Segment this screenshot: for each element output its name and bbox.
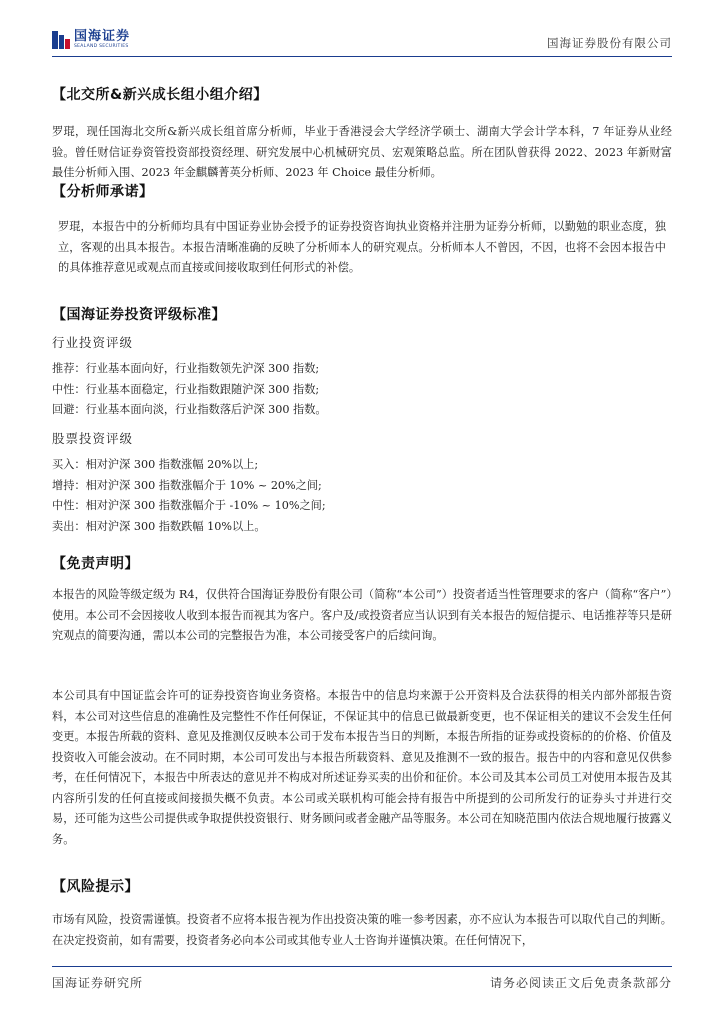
disclaimer-section-title: 【免责声明】	[52, 556, 139, 572]
promise-section-title: 【分析师承诺】	[52, 184, 154, 200]
logo-en-text: SEALAND SECURITIES	[74, 44, 129, 49]
industry-rating-row: 推荐：行业基本面向好，行业指数领先沪深 300 指数;	[52, 362, 320, 375]
industry-rating-row: 中性：行业基本面稳定，行业指数跟随沪深 300 指数;	[52, 382, 320, 396]
stock-rating-row: 卖出：相对沪深 300 指数跌幅 10%以上。	[52, 519, 266, 533]
page-header	[52, 30, 672, 56]
logo-icon	[52, 31, 70, 49]
stock-rating-title: 股票投资评级	[52, 431, 134, 446]
industry-rating-list	[52, 359, 327, 421]
industry-rating-row: 回避：行业基本面向淡，行业指数落后沪深 300 指数。	[52, 403, 327, 416]
promise-text: 罗琨，本报告中的分析师均具有中国证券业协会授予的证券投资咨询执业资格并注册为证券分析师，以勤勉的职业态度，独立，客观的出具本报告。本报告清晰准确的反映了分析师本人的研究观点。分析师本人不曾因，不因，也将不会因本报告中的具体推荐意见或观点而直接或间接收取到任何形式的补偿。	[58, 220, 666, 274]
header-company-name: 国海证券股份有限公司	[547, 36, 672, 50]
disclaimer-paragraph-2: 本公司具有中国证监会许可的证券投资咨询业务资格。本报告中的信息均来源于公开资料及合法获得的相关内部外部报告资料，本公司对这些信息的准确性及完整性不作任何保证，不保证其中的信息已做最新变更，也不保证相关的建议不会发生任何变更。本报告所载的资料、意见及推测仅反映本公司于发布本报告当日的判断，本报告所指的证券或投资标的的价格、价值及投资收入可能会波动。在不同时期，本公司可发出与本报告所载资料、意见及推测不一致的报告。报告中的内容和意见仅供参考，在任何情况下，本报告中所表达的意见并不构成对所述证券买卖的出价和征价。本公司及其本公司员工对使用本报告及其内容所引发的任何直接或间接损失概不负责。本公司或关联机构可能会持有报告中所提到的公司所发行的证券头寸并进行交易，还可能为这些公司提供或争取提供投资银行、财务顾问或者金融产品等服务。本公司在知晓范围内依法合规地履行披露义务。	[52, 689, 672, 846]
risk-section-title: 【风险提示】	[52, 879, 139, 895]
disclaimer-paragraph-1: 本报告的风险等级定级为 R4，仅供符合国海证券股份有限公司（简称“本公司”）投资者适当性管理要求的客户（简称“客户”）使用。本公司不会因接收人收到本报告而视其为客户。客户及/或投资者应当认识到有关本报告的短信提示、电话推荐等只是研究观点的简要沟通，需以本公司的完整报告为准，本公司接受客户的后续问询。	[52, 588, 672, 642]
stock-rating-row: 买入：相对沪深 300 指数涨幅 20%以上;	[52, 458, 259, 471]
team-section-title: 【北交所&新兴成长组小组介绍】	[52, 87, 268, 103]
footer-disclaimer-note: 请务必阅读正文后免责条款部分	[489, 976, 672, 990]
logo-cn-text: 国海证券	[74, 29, 131, 44]
team-intro-text: 罗琨，现任国海北交所&新兴成长组首席分析师，毕业于香港浸会大学经济学硕士、湖南大学会计学本科，7 年证券从业经验。曾任财信证券资管投资部投资经理、研究发展中心机械研究员、宏观策略总监。所在团队曾获得 2022、2023 年新财富最佳分析师入围、2023 年金麒麟菁英分析师、2023 年 Choice 最佳分析师。	[52, 125, 672, 179]
industry-rating-title: 行业投资评级	[52, 335, 134, 350]
company-logo	[52, 30, 130, 50]
rating-section-title: 【国海证券投资评级标准】	[52, 307, 226, 323]
header-divider	[52, 56, 672, 57]
stock-rating-row: 中性：相对沪深 300 指数涨幅介于 -10% ~ 10%之间;	[52, 499, 326, 512]
footer-divider	[52, 966, 672, 967]
stock-rating-row: 增持：相对沪深 300 指数涨幅介于 10% ~ 20%之间;	[52, 478, 322, 492]
stock-rating-list	[52, 455, 326, 537]
footer-institute: 国海证券研究所	[52, 976, 144, 990]
risk-text: 市场有风险，投资需谨慎。投资者不应将本报告视为作出投资决策的唯一参考因素，亦不应认为本报告可以取代自己的判断。在决定投资前，如有需要，投资者务必向本公司或其他专业人士咨询并谨慎决策。在任何情况下，	[52, 913, 672, 947]
